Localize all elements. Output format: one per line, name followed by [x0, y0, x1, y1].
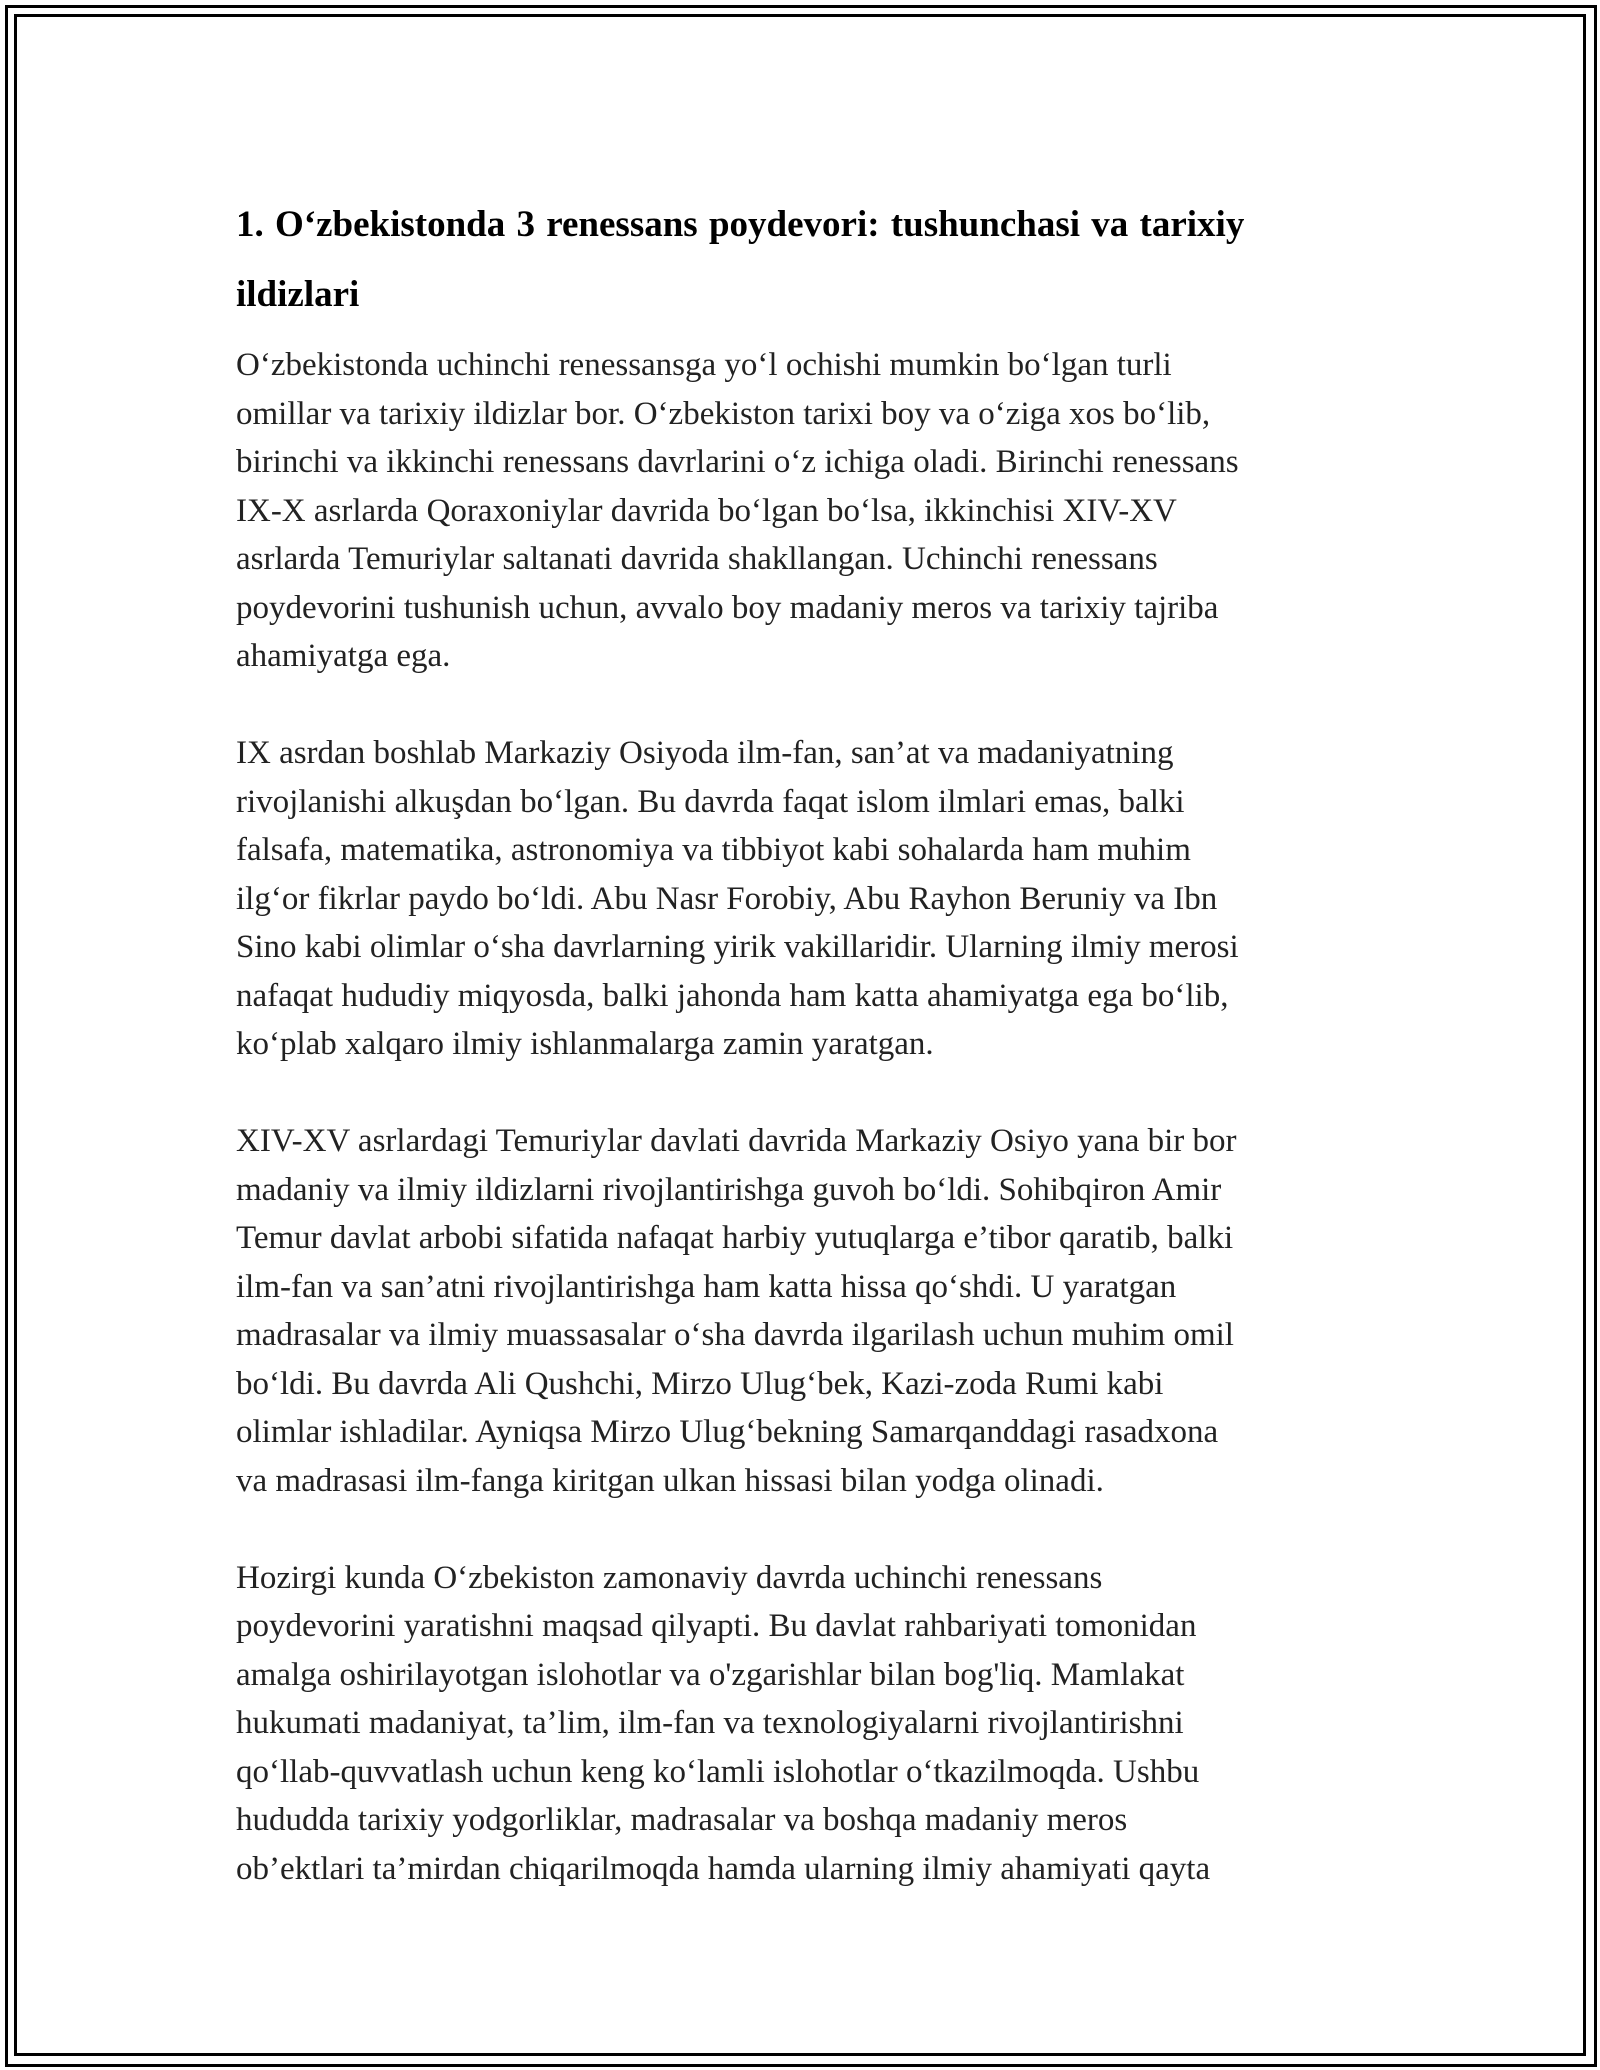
text-line: olimlar ishladilar. Ayniqsa Mirzo Ulug‘bekning Samarqanddagi rasadxona [236, 1414, 1219, 1450]
text-line: poydevorini yaratishni maqsad qilyapti. Bu davlat rahbariyati tomonidan [236, 1608, 1197, 1644]
text-line: IX asrdan boshlab Markaziy Osiyoda ilm-fan, san’at va madaniyatning [236, 735, 1174, 771]
text-line: nafaqat hududiy miqyosda, balki jahonda ham katta ahamiyatga ega bo‘lib, [236, 977, 1229, 1014]
text-line: IX-X asrlarda Qoraxoniylar davrida bo‘lgan bo‘lsa, ikkinchisi XIV-XV [236, 492, 1177, 529]
text-line: XIV-XV asrlardagi Temuriylar davlati davrida Markaziy Osiyo yana bir bor [236, 1123, 1237, 1159]
text-line: hukumati madaniyat, ta’lim, ilm-fan va texnologiyalarni rivojlantirishni [236, 1705, 1184, 1741]
heading-line: 1. O‘zbekistonda 3 renessans poydevori: tushunchasi va tarixiy [236, 204, 1245, 245]
text-line: poydevorini tushunish uchun, avvalo boy madaniy meros va tarixiy tajriba [236, 589, 1219, 626]
paragraph [236, 341, 1366, 681]
text-line: ilm-fan va san’atni rivojlantirishga ham katta hissa qo‘shdi. U yaratgan [236, 1268, 1177, 1305]
text-line: asrlarda Temuriylar saltanati davrida shakllangan. Uchinchi renessans [236, 541, 1158, 577]
text-line: birinchi va ikkinchi renessans davrlarini o‘z ichiga oladi. Birinchi renessans [236, 444, 1239, 480]
paragraph [236, 729, 1366, 1069]
text-line: madaniy va ilmiy ildizlarni rivojlantirishga guvoh bo‘ldi. Sohibqiron Amir [236, 1171, 1222, 1208]
text-line: hududda tarixiy yodgorliklar, madrasalar va boshqa madaniy meros [236, 1802, 1128, 1838]
section-heading [236, 190, 1366, 330]
text-line: bo‘ldi. Bu davrda Ali Qushchi, Mirzo Ulug‘bek, Kazi-zoda Rumi kabi [236, 1365, 1164, 1402]
text-line: va madrasasi ilm-fanga kiritgan ulkan hissasi bilan yodga olinadi. [236, 1462, 1104, 1499]
text-line: falsafa, matematika, astronomiya va tibbiyot kabi sohalarda ham muhim [236, 832, 1191, 868]
text-line: ob’ektlari ta’mirdan chiqarilmoqda hamda ularning ilmiy ahamiyati qayta [236, 1850, 1211, 1887]
text-line: Hozirgi kunda O‘zbekiston zamonaviy davrda uchinchi renessans [236, 1559, 1103, 1596]
text-line: amalga oshirilayotgan islohotlar va o'zgarishlar bilan bog'liq. Mamlakat [236, 1656, 1185, 1693]
paragraph [236, 1554, 1366, 1894]
paragraph [236, 1117, 1366, 1505]
heading-line: ildizlari [236, 274, 360, 315]
text-line: rivojlanishi alkuşdan bo‘lgan. Bu davrda faqat islom ilmlari emas, balki [236, 783, 1185, 820]
text-line: ahamiyatga ega. [236, 638, 451, 674]
text-line: omillar va tarixiy ildizlar bor. O‘zbekiston tarixi boy va o‘ziga xos bo‘lib, [236, 395, 1211, 432]
text-line: madrasalar va ilmiy muassasalar o‘sha davrda ilgarilash uchun muhim omil [236, 1317, 1234, 1353]
text-line: Sino kabi olimlar o‘sha davrlarning yirik vakillaridir. Ularning ilmiy merosi [236, 929, 1239, 965]
document-body [236, 190, 1366, 1893]
text-line: qo‘llab-quvvatlash uchun keng ko‘lamli islohotlar o‘tkazilmoqda. Ushbu [236, 1753, 1200, 1790]
text-line: O‘zbekistonda uchinchi renessansga yo‘l ochishi mumkin bo‘lgan turli [236, 347, 1172, 383]
text-line: ilg‘or fikrlar paydo bo‘ldi. Abu Nasr Forobiy, Abu Rayhon Beruniy va Ibn [236, 880, 1218, 917]
text-line: Temur davlat arbobi sifatida nafaqat harbiy yutuqlarga e’tibor qaratib, balki [236, 1220, 1234, 1256]
text-line: ko‘plab xalqaro ilmiy ishlanmalarga zamin yaratgan. [236, 1026, 934, 1062]
